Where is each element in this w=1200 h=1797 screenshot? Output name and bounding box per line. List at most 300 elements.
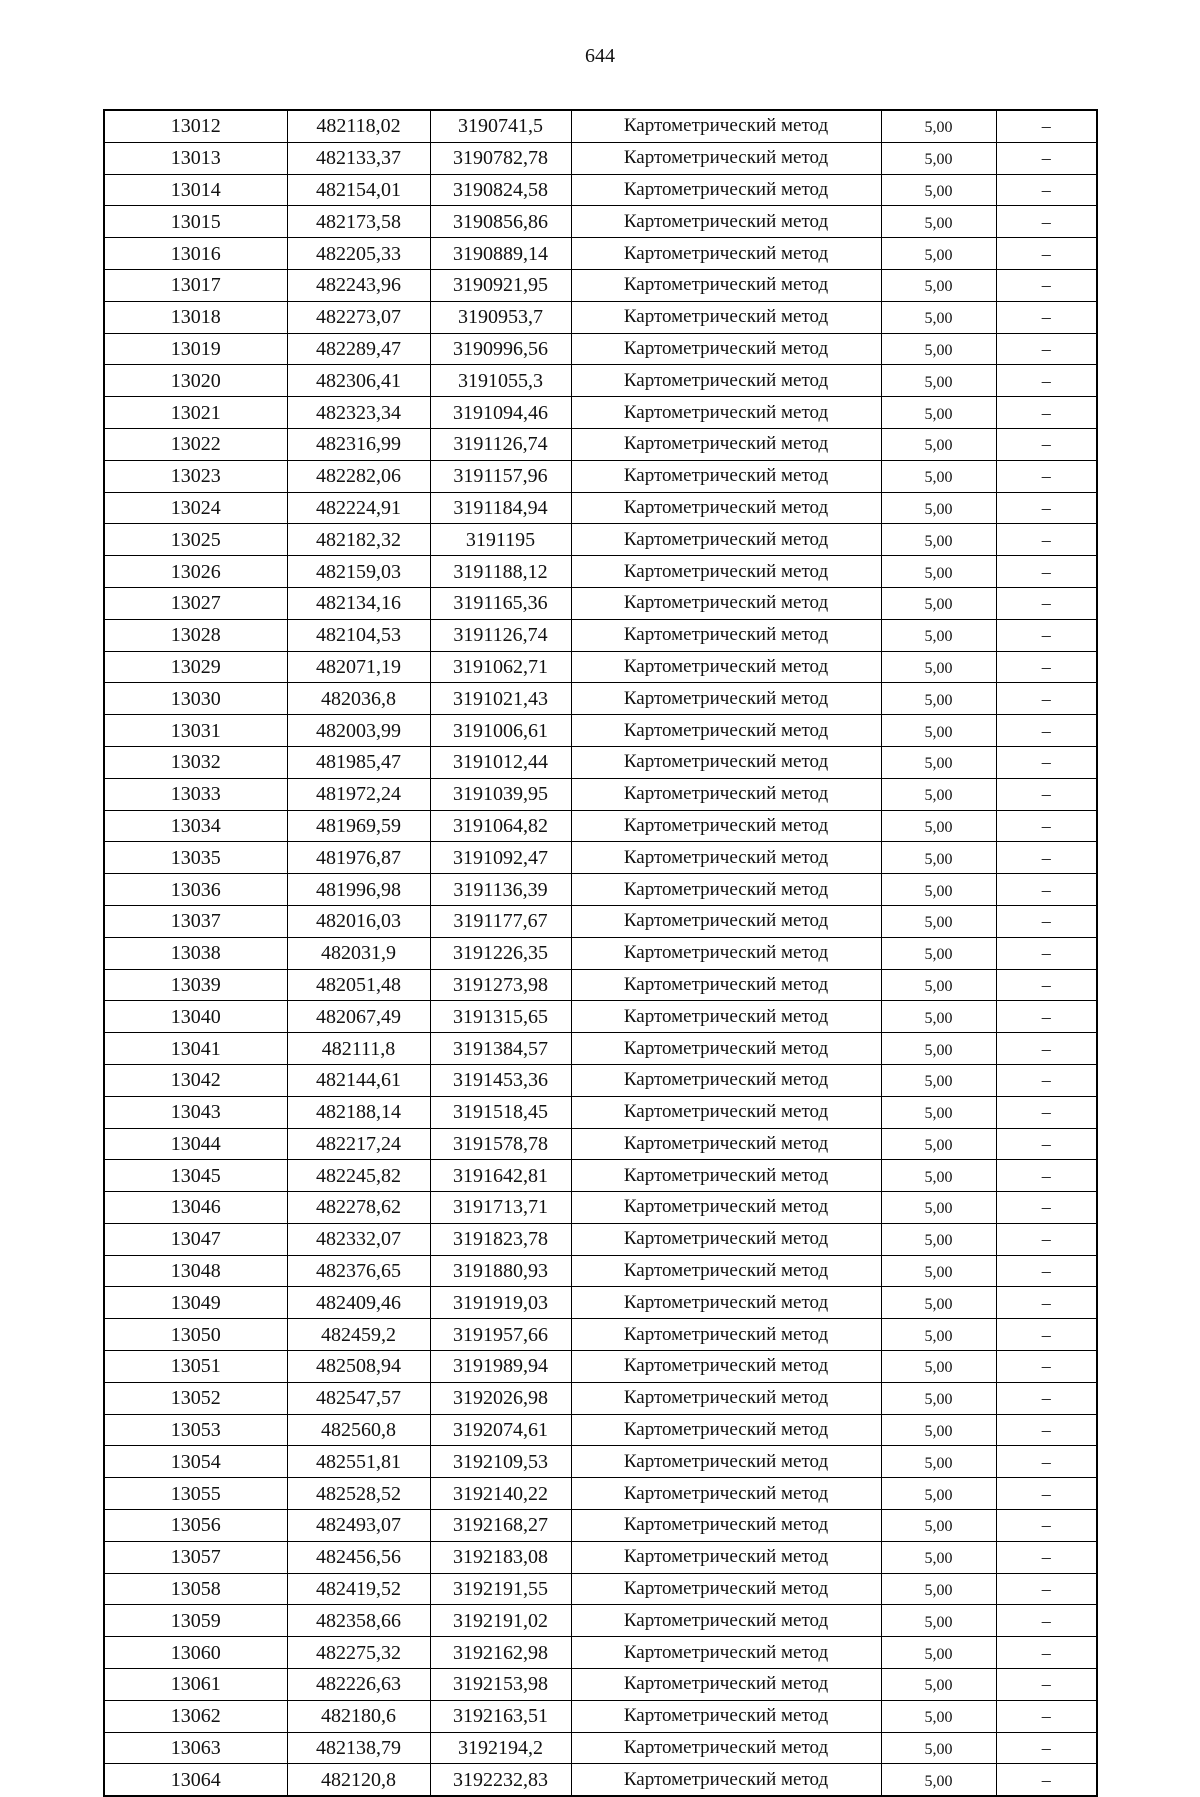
y-coordinate-cell: 3191064,82: [430, 810, 571, 842]
x-coordinate-cell: 482173,58: [287, 206, 430, 238]
method-cell: Картометрический метод: [571, 524, 881, 556]
description-cell: –: [996, 874, 1097, 906]
description-cell: –: [996, 1287, 1097, 1319]
point-number-cell: 13034: [104, 810, 287, 842]
point-number-cell: 13048: [104, 1255, 287, 1287]
y-coordinate-cell: 3192191,02: [430, 1605, 571, 1637]
x-coordinate-cell: 482205,33: [287, 238, 430, 270]
x-coordinate-cell: 482332,07: [287, 1223, 430, 1255]
x-coordinate-cell: 482154,01: [287, 174, 430, 206]
y-coordinate-cell: 3191919,03: [430, 1287, 571, 1319]
y-coordinate-cell: 3191315,65: [430, 1001, 571, 1033]
accuracy-cell: 5,00: [881, 1096, 996, 1128]
x-coordinate-cell: 482120,8: [287, 1764, 430, 1796]
method-cell: Картометрический метод: [571, 1128, 881, 1160]
point-number-cell: 13018: [104, 301, 287, 333]
table-row: [104, 1223, 1097, 1255]
table-row: [104, 1160, 1097, 1192]
y-coordinate-cell: 3191518,45: [430, 1096, 571, 1128]
y-coordinate-cell: 3191021,43: [430, 683, 571, 715]
x-coordinate-cell: 482180,6: [287, 1700, 430, 1732]
table-row: [104, 142, 1097, 174]
table-row: [104, 1033, 1097, 1065]
accuracy-cell: 5,00: [881, 1192, 996, 1224]
point-number-cell: 13047: [104, 1223, 287, 1255]
x-coordinate-cell: 482560,8: [287, 1414, 430, 1446]
accuracy-cell: 5,00: [881, 301, 996, 333]
x-coordinate-cell: 482118,02: [287, 110, 430, 142]
method-cell: Картометрический метод: [571, 1223, 881, 1255]
x-coordinate-cell: 482031,9: [287, 937, 430, 969]
table-row: [104, 937, 1097, 969]
method-cell: Картометрический метод: [571, 142, 881, 174]
description-cell: –: [996, 1478, 1097, 1510]
accuracy-cell: 5,00: [881, 1510, 996, 1542]
table-row: [104, 301, 1097, 333]
accuracy-cell: 5,00: [881, 269, 996, 301]
accuracy-cell: 5,00: [881, 460, 996, 492]
accuracy-cell: 5,00: [881, 142, 996, 174]
x-coordinate-cell: 482138,79: [287, 1732, 430, 1764]
point-number-cell: 13016: [104, 238, 287, 270]
method-cell: Картометрический метод: [571, 397, 881, 429]
x-coordinate-cell: 482419,52: [287, 1573, 430, 1605]
table-row: [104, 1382, 1097, 1414]
table-row: [104, 810, 1097, 842]
method-cell: Картометрический метод: [571, 110, 881, 142]
point-number-cell: 13036: [104, 874, 287, 906]
point-number-cell: 13052: [104, 1382, 287, 1414]
description-cell: –: [996, 1414, 1097, 1446]
y-coordinate-cell: 3191094,46: [430, 397, 571, 429]
method-cell: Картометрический метод: [571, 1382, 881, 1414]
y-coordinate-cell: 3191453,36: [430, 1064, 571, 1096]
point-number-cell: 13014: [104, 174, 287, 206]
table-row: [104, 715, 1097, 747]
accuracy-cell: 5,00: [881, 1160, 996, 1192]
accuracy-cell: 5,00: [881, 969, 996, 1001]
x-coordinate-cell: 482456,56: [287, 1541, 430, 1573]
x-coordinate-cell: 482159,03: [287, 556, 430, 588]
y-coordinate-cell: 3190953,7: [430, 301, 571, 333]
table-row: [104, 619, 1097, 651]
description-cell: –: [996, 937, 1097, 969]
method-cell: Картометрический метод: [571, 1700, 881, 1732]
accuracy-cell: 5,00: [881, 874, 996, 906]
point-number-cell: 13041: [104, 1033, 287, 1065]
table-row: [104, 969, 1097, 1001]
method-cell: Картометрический метод: [571, 1637, 881, 1669]
description-cell: –: [996, 778, 1097, 810]
description-cell: –: [996, 110, 1097, 142]
point-number-cell: 13056: [104, 1510, 287, 1542]
description-cell: –: [996, 301, 1097, 333]
method-cell: Картометрический метод: [571, 492, 881, 524]
point-number-cell: 13038: [104, 937, 287, 969]
accuracy-cell: 5,00: [881, 1287, 996, 1319]
method-cell: Картометрический метод: [571, 174, 881, 206]
description-cell: –: [996, 810, 1097, 842]
table-row: [104, 1128, 1097, 1160]
y-coordinate-cell: 3190996,56: [430, 333, 571, 365]
method-cell: Картометрический метод: [571, 778, 881, 810]
point-number-cell: 13057: [104, 1541, 287, 1573]
method-cell: Картометрический метод: [571, 619, 881, 651]
table-row: [104, 746, 1097, 778]
x-coordinate-cell: 482493,07: [287, 1510, 430, 1542]
x-coordinate-cell: 482067,49: [287, 1001, 430, 1033]
description-cell: –: [996, 651, 1097, 683]
point-number-cell: 13032: [104, 746, 287, 778]
description-cell: –: [996, 1700, 1097, 1732]
x-coordinate-cell: 482182,32: [287, 524, 430, 556]
description-cell: –: [996, 1605, 1097, 1637]
point-number-cell: 13029: [104, 651, 287, 683]
point-number-cell: 13061: [104, 1669, 287, 1701]
table-row: [104, 460, 1097, 492]
accuracy-cell: 5,00: [881, 524, 996, 556]
table-row: [104, 1573, 1097, 1605]
point-number-cell: 13021: [104, 397, 287, 429]
table-row: [104, 842, 1097, 874]
table-row: [104, 1541, 1097, 1573]
description-cell: –: [996, 1669, 1097, 1701]
y-coordinate-cell: 3192191,55: [430, 1573, 571, 1605]
method-cell: Картометрический метод: [571, 810, 881, 842]
description-cell: –: [996, 905, 1097, 937]
x-coordinate-cell: 482459,2: [287, 1319, 430, 1351]
method-cell: Картометрический метод: [571, 1351, 881, 1383]
method-cell: Картометрический метод: [571, 1669, 881, 1701]
y-coordinate-cell: 3191165,36: [430, 587, 571, 619]
y-coordinate-cell: 3191126,74: [430, 428, 571, 460]
y-coordinate-cell: 3190782,78: [430, 142, 571, 174]
accuracy-cell: 5,00: [881, 683, 996, 715]
point-number-cell: 13058: [104, 1573, 287, 1605]
accuracy-cell: 5,00: [881, 1319, 996, 1351]
table-row: [104, 269, 1097, 301]
point-number-cell: 13013: [104, 142, 287, 174]
table-row: [104, 1764, 1097, 1796]
method-cell: Картометрический метод: [571, 1764, 881, 1796]
point-number-cell: 13063: [104, 1732, 287, 1764]
point-number-cell: 13012: [104, 110, 287, 142]
method-cell: Картометрический метод: [571, 1096, 881, 1128]
description-cell: –: [996, 1064, 1097, 1096]
x-coordinate-cell: 482508,94: [287, 1351, 430, 1383]
x-coordinate-cell: 482278,62: [287, 1192, 430, 1224]
method-cell: Картометрический метод: [571, 1573, 881, 1605]
y-coordinate-cell: 3190921,95: [430, 269, 571, 301]
x-coordinate-cell: 482358,66: [287, 1605, 430, 1637]
description-cell: –: [996, 174, 1097, 206]
accuracy-cell: 5,00: [881, 238, 996, 270]
x-coordinate-cell: 482316,99: [287, 428, 430, 460]
description-cell: –: [996, 1033, 1097, 1065]
x-coordinate-cell: 482188,14: [287, 1096, 430, 1128]
point-number-cell: 13062: [104, 1700, 287, 1732]
description-cell: –: [996, 1160, 1097, 1192]
y-coordinate-cell: 3191006,61: [430, 715, 571, 747]
table-row: [104, 428, 1097, 460]
y-coordinate-cell: 3191157,96: [430, 460, 571, 492]
accuracy-cell: 5,00: [881, 365, 996, 397]
x-coordinate-cell: 482224,91: [287, 492, 430, 524]
accuracy-cell: 5,00: [881, 1605, 996, 1637]
method-cell: Картометрический метод: [571, 1033, 881, 1065]
table-row: [104, 1510, 1097, 1542]
accuracy-cell: 5,00: [881, 778, 996, 810]
method-cell: Картометрический метод: [571, 746, 881, 778]
description-cell: –: [996, 715, 1097, 747]
description-cell: –: [996, 1382, 1097, 1414]
description-cell: –: [996, 1192, 1097, 1224]
y-coordinate-cell: 3191195: [430, 524, 571, 556]
x-coordinate-cell: 482551,81: [287, 1446, 430, 1478]
x-coordinate-cell: 482376,65: [287, 1255, 430, 1287]
method-cell: Картометрический метод: [571, 1414, 881, 1446]
accuracy-cell: 5,00: [881, 174, 996, 206]
description-cell: –: [996, 238, 1097, 270]
description-cell: –: [996, 397, 1097, 429]
accuracy-cell: 5,00: [881, 746, 996, 778]
table-row: [104, 1255, 1097, 1287]
method-cell: Картометрический метод: [571, 1064, 881, 1096]
point-number-cell: 13023: [104, 460, 287, 492]
y-coordinate-cell: 3191823,78: [430, 1223, 571, 1255]
point-number-cell: 13022: [104, 428, 287, 460]
method-cell: Картометрический метод: [571, 905, 881, 937]
point-number-cell: 13051: [104, 1351, 287, 1383]
accuracy-cell: 5,00: [881, 905, 996, 937]
table-row: [104, 556, 1097, 588]
table-row: [104, 1700, 1097, 1732]
accuracy-cell: 5,00: [881, 619, 996, 651]
x-coordinate-cell: 482323,34: [287, 397, 430, 429]
y-coordinate-cell: 3191062,71: [430, 651, 571, 683]
point-number-cell: 13037: [104, 905, 287, 937]
y-coordinate-cell: 3190889,14: [430, 238, 571, 270]
point-number-cell: 13050: [104, 1319, 287, 1351]
accuracy-cell: 5,00: [881, 1478, 996, 1510]
table-row: [104, 1669, 1097, 1701]
y-coordinate-cell: 3192109,53: [430, 1446, 571, 1478]
table-row: [104, 1637, 1097, 1669]
description-cell: –: [996, 365, 1097, 397]
accuracy-cell: 5,00: [881, 1001, 996, 1033]
method-cell: Картометрический метод: [571, 1255, 881, 1287]
table-row: [104, 365, 1097, 397]
description-cell: –: [996, 1637, 1097, 1669]
description-cell: –: [996, 1351, 1097, 1383]
x-coordinate-cell: 481976,87: [287, 842, 430, 874]
x-coordinate-cell: 482134,16: [287, 587, 430, 619]
method-cell: Картометрический метод: [571, 333, 881, 365]
x-coordinate-cell: 482104,53: [287, 619, 430, 651]
y-coordinate-cell: 3191012,44: [430, 746, 571, 778]
method-cell: Картометрический метод: [571, 1446, 881, 1478]
y-coordinate-cell: 3191126,74: [430, 619, 571, 651]
x-coordinate-cell: 482409,46: [287, 1287, 430, 1319]
description-cell: –: [996, 428, 1097, 460]
accuracy-cell: 5,00: [881, 842, 996, 874]
table-row: [104, 1351, 1097, 1383]
x-coordinate-cell: 482133,37: [287, 142, 430, 174]
x-coordinate-cell: 482289,47: [287, 333, 430, 365]
point-number-cell: 13028: [104, 619, 287, 651]
description-cell: –: [996, 206, 1097, 238]
point-number-cell: 13015: [104, 206, 287, 238]
accuracy-cell: 5,00: [881, 1414, 996, 1446]
accuracy-cell: 5,00: [881, 206, 996, 238]
accuracy-cell: 5,00: [881, 333, 996, 365]
point-number-cell: 13043: [104, 1096, 287, 1128]
accuracy-cell: 5,00: [881, 1223, 996, 1255]
point-number-cell: 13027: [104, 587, 287, 619]
table-row: [104, 238, 1097, 270]
y-coordinate-cell: 3190741,5: [430, 110, 571, 142]
table-row: [104, 587, 1097, 619]
table-row: [104, 1446, 1097, 1478]
point-number-cell: 13026: [104, 556, 287, 588]
accuracy-cell: 5,00: [881, 1446, 996, 1478]
table-row: [104, 874, 1097, 906]
table-row: [104, 905, 1097, 937]
point-number-cell: 13044: [104, 1128, 287, 1160]
table-row: [104, 397, 1097, 429]
accuracy-cell: 5,00: [881, 1033, 996, 1065]
table-row: [104, 1287, 1097, 1319]
y-coordinate-cell: 3192153,98: [430, 1669, 571, 1701]
point-number-cell: 13030: [104, 683, 287, 715]
point-number-cell: 13049: [104, 1287, 287, 1319]
x-coordinate-cell: 481969,59: [287, 810, 430, 842]
description-cell: –: [996, 587, 1097, 619]
x-coordinate-cell: 482273,07: [287, 301, 430, 333]
x-coordinate-cell: 482016,03: [287, 905, 430, 937]
point-number-cell: 13054: [104, 1446, 287, 1478]
method-cell: Картометрический метод: [571, 1605, 881, 1637]
x-coordinate-cell: 482111,8: [287, 1033, 430, 1065]
accuracy-cell: 5,00: [881, 492, 996, 524]
description-cell: –: [996, 1255, 1097, 1287]
accuracy-cell: 5,00: [881, 1732, 996, 1764]
description-cell: –: [996, 524, 1097, 556]
description-cell: –: [996, 1732, 1097, 1764]
y-coordinate-cell: 3191989,94: [430, 1351, 571, 1383]
x-coordinate-cell: 482226,63: [287, 1669, 430, 1701]
method-cell: Картометрический метод: [571, 715, 881, 747]
description-cell: –: [996, 969, 1097, 1001]
y-coordinate-cell: 3191177,67: [430, 905, 571, 937]
accuracy-cell: 5,00: [881, 810, 996, 842]
description-cell: –: [996, 556, 1097, 588]
accuracy-cell: 5,00: [881, 937, 996, 969]
accuracy-cell: 5,00: [881, 1764, 996, 1796]
x-coordinate-cell: 482036,8: [287, 683, 430, 715]
accuracy-cell: 5,00: [881, 110, 996, 142]
point-number-cell: 13024: [104, 492, 287, 524]
method-cell: Картометрический метод: [571, 1160, 881, 1192]
y-coordinate-cell: 3191039,95: [430, 778, 571, 810]
x-coordinate-cell: 482003,99: [287, 715, 430, 747]
coordinates-table-body: [104, 110, 1097, 1796]
method-cell: Картометрический метод: [571, 556, 881, 588]
y-coordinate-cell: 3192232,83: [430, 1764, 571, 1796]
x-coordinate-cell: 481985,47: [287, 746, 430, 778]
point-number-cell: 13033: [104, 778, 287, 810]
table-row: [104, 174, 1097, 206]
accuracy-cell: 5,00: [881, 1255, 996, 1287]
x-coordinate-cell: 482217,24: [287, 1128, 430, 1160]
method-cell: Картометрический метод: [571, 1478, 881, 1510]
table-row: [104, 1192, 1097, 1224]
point-number-cell: 13053: [104, 1414, 287, 1446]
point-number-cell: 13055: [104, 1478, 287, 1510]
description-cell: –: [996, 683, 1097, 715]
description-cell: –: [996, 1319, 1097, 1351]
description-cell: –: [996, 142, 1097, 174]
description-cell: –: [996, 1096, 1097, 1128]
accuracy-cell: 5,00: [881, 1351, 996, 1383]
x-coordinate-cell: 482071,19: [287, 651, 430, 683]
point-number-cell: 13031: [104, 715, 287, 747]
point-number-cell: 13060: [104, 1637, 287, 1669]
table-row: [104, 1414, 1097, 1446]
method-cell: Картометрический метод: [571, 238, 881, 270]
description-cell: –: [996, 1446, 1097, 1478]
y-coordinate-cell: 3192026,98: [430, 1382, 571, 1414]
point-number-cell: 13020: [104, 365, 287, 397]
point-number-cell: 13017: [104, 269, 287, 301]
accuracy-cell: 5,00: [881, 1573, 996, 1605]
y-coordinate-cell: 3191184,94: [430, 492, 571, 524]
point-number-cell: 13046: [104, 1192, 287, 1224]
y-coordinate-cell: 3191188,12: [430, 556, 571, 588]
accuracy-cell: 5,00: [881, 1064, 996, 1096]
accuracy-cell: 5,00: [881, 1669, 996, 1701]
table-row: [104, 778, 1097, 810]
table-row: [104, 206, 1097, 238]
accuracy-cell: 5,00: [881, 556, 996, 588]
point-number-cell: 13042: [104, 1064, 287, 1096]
description-cell: –: [996, 333, 1097, 365]
y-coordinate-cell: 3191136,39: [430, 874, 571, 906]
description-cell: –: [996, 269, 1097, 301]
method-cell: Картометрический метод: [571, 937, 881, 969]
accuracy-cell: 5,00: [881, 1541, 996, 1573]
point-number-cell: 13045: [104, 1160, 287, 1192]
point-number-cell: 13025: [104, 524, 287, 556]
x-coordinate-cell: 481996,98: [287, 874, 430, 906]
point-number-cell: 13040: [104, 1001, 287, 1033]
description-cell: –: [996, 746, 1097, 778]
y-coordinate-cell: 3192183,08: [430, 1541, 571, 1573]
method-cell: Картометрический метод: [571, 1287, 881, 1319]
description-cell: –: [996, 1001, 1097, 1033]
x-coordinate-cell: 482051,48: [287, 969, 430, 1001]
method-cell: Картометрический метод: [571, 460, 881, 492]
y-coordinate-cell: 3191055,3: [430, 365, 571, 397]
table-row: [104, 1478, 1097, 1510]
point-number-cell: 13059: [104, 1605, 287, 1637]
method-cell: Картометрический метод: [571, 301, 881, 333]
y-coordinate-cell: 3191642,81: [430, 1160, 571, 1192]
description-cell: –: [996, 1510, 1097, 1542]
point-number-cell: 13019: [104, 333, 287, 365]
method-cell: Картометрический метод: [571, 1541, 881, 1573]
method-cell: Картометрический метод: [571, 206, 881, 238]
